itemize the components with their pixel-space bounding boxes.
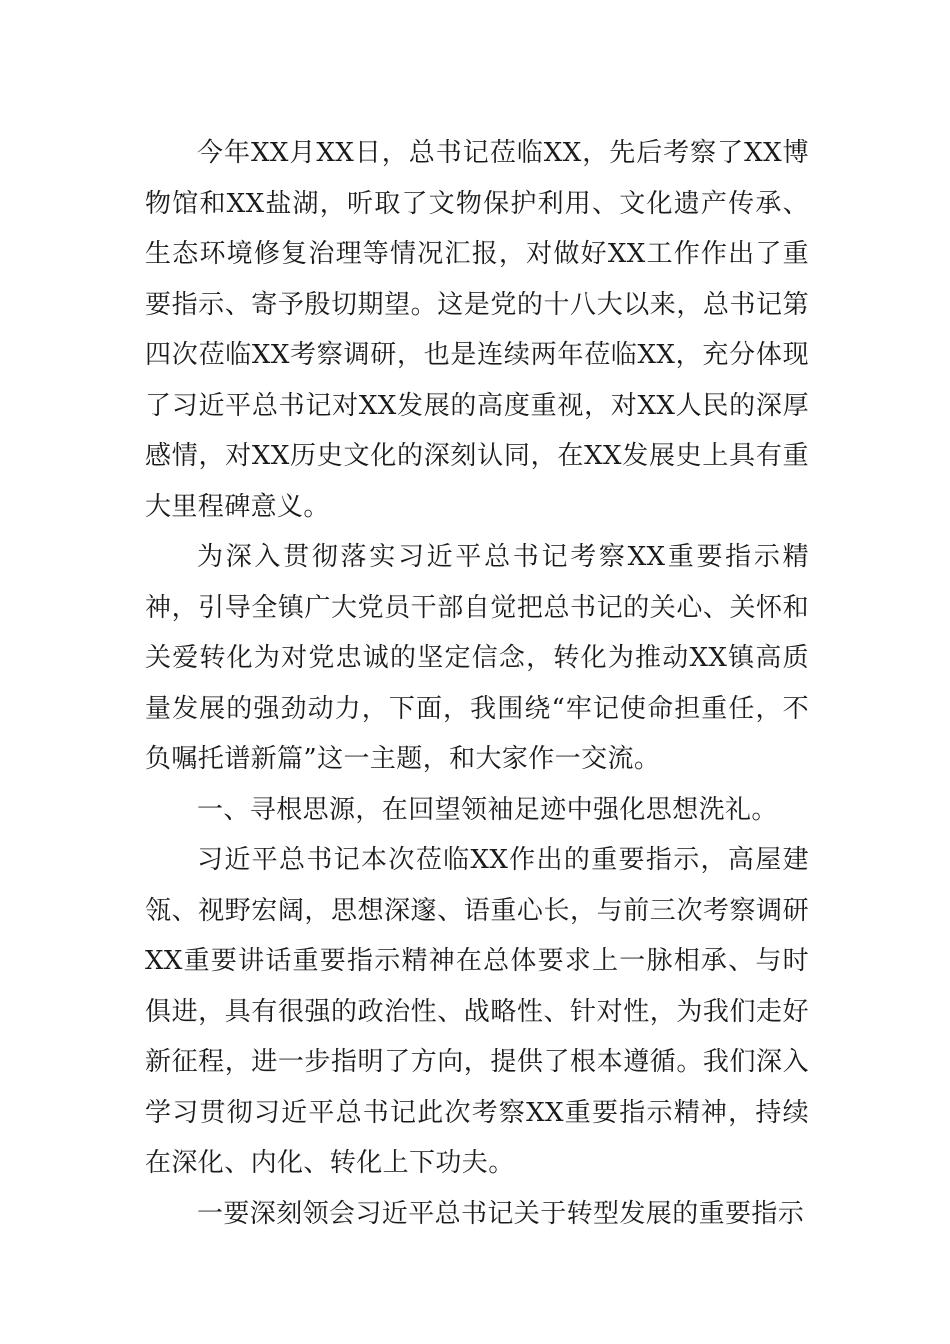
paragraph-intro: 今年XX月XX日，总书记莅临XX，先后考察了XX博物馆和XX盐湖，听取了文物保护利用、文化遗产传承、生态环境修复治理等情况汇报，对做好XX工作作出了重要指示、寄予殷切期望。这是党的十八大以来，总书记第四次莅临XX考察调研，也是连续两年莅临XX，充分体现了习近平总书记对XX发展的高度重视，对XX人民的深厚感情，对XX历史文化的深刻认同，在XX发展史上具有重大里程碑意义。 [145,138,809,522]
paragraph-purpose: 为深入贯彻落实习近平总书记考察XX重要指示精神，引导全镇广大党员干部自觉把总书记的关心、关怀和关爱转化为对党忠诚的坚定信念，转化为推动XX镇高质量发展的强劲动力，下面，我围绕“牢记使命担重任，不负嘱托谱新篇”这一主题，和大家作一交流。 [145,542,809,774]
paragraph-section-1-body: 习近平总书记本次莅临XX作出的重要指示，高屋建瓴、视野宏阔，思想深邃、语重心长，与前三次考察调研XX重要讲话重要指示精神在总体要求上一脉相承、与时俱进，具有很强的政治性、战略性、针对性，为我们走好新征程，进一步指明了方向，提供了根本遵循。我们深入学习贯彻习近平总书记此次考察XX重要指示精神，持续在深化、内化、转化上下功夫。 [145,845,809,1178]
section-heading-1: 一、寻根思源，在回望领袖足迹中强化思想洗礼。 [197,794,778,825]
paragraph-point-1: 一要深刻领会习近平总书记关于转型发展的重要指示 [197,1198,805,1229]
document-body [145,128,809,1239]
